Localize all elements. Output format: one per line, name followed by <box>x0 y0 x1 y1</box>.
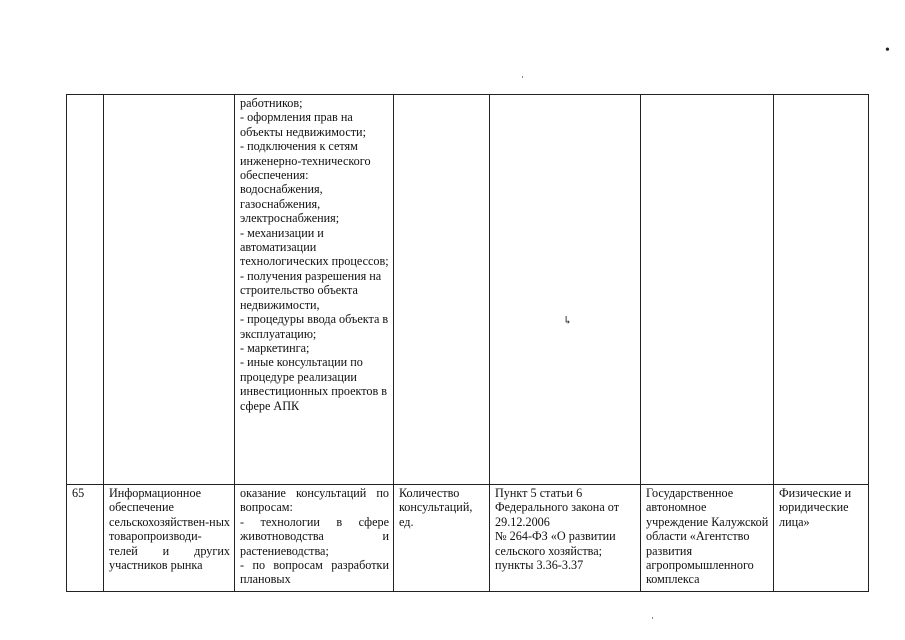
cell-service-content: оказание консультаций по вопросам: - технологии в сфере животноводства и растениеводства; - по вопросам разработки плановых <box>235 485 394 592</box>
scan-arrow-mark: ↳ <box>563 315 573 327</box>
cell-number: 65 <box>67 485 104 592</box>
cell-indicator <box>394 95 490 485</box>
cell-service-name: Информационное обеспечение сельскохозяйствен-ных товаропроизводи-телей и других участников рынка <box>104 485 235 592</box>
cell-provider <box>641 95 774 485</box>
cell-indicator: Количество консультаций, ед. <box>394 485 490 592</box>
scan-dot-mark: • <box>885 43 890 58</box>
cell-legal-basis <box>490 95 641 485</box>
services-table <box>66 94 869 592</box>
scan-tick-bottom <box>652 617 653 619</box>
table-row-65 <box>67 485 869 592</box>
scan-tick-top <box>522 76 523 78</box>
cell-provider: Государственное автономное учреждение Калужской области «Агентство развития агропромышленного комплекса <box>641 485 774 592</box>
table-row-continued <box>67 95 869 485</box>
cell-service-content: работников; - оформления прав на объекты недвижимости; - подключения к сетям инженерно-технического обеспечения: водоснабжения, газоснабжения, электроснабжения; - механизации и автоматизации технологических процессов; - получения разрешения на строительство объекта недвижимости, - процедуры ввода объекта в эксплуатацию; - маркетинга; - иные консультации по процедуре реализации инвестиционных проектов в сфере АПК <box>235 95 394 485</box>
cell-service-name <box>104 95 235 485</box>
cell-number <box>67 95 104 485</box>
cell-legal-basis: Пункт 5 статьи 6 Федерального закона от 29.12.2006 № 264-ФЗ «О развитии сельского хозяйства; пункты 3.36-3.37 <box>490 485 641 592</box>
cell-consumers <box>774 95 869 485</box>
cell-consumers: Физические и юридические лица» <box>774 485 869 592</box>
